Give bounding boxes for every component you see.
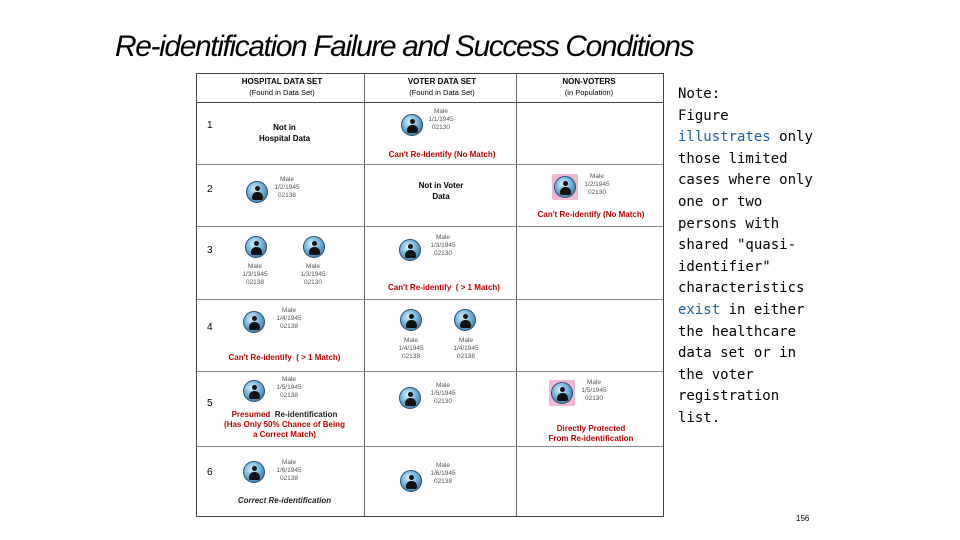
header-voter-sub: (Found in Data Set) — [409, 88, 475, 97]
person-info: Male 1/3/1945 02130 — [300, 263, 326, 286]
person-info: Male 1/5/1945 02138 — [276, 376, 302, 399]
person-icon — [243, 234, 269, 260]
person-icon — [452, 307, 478, 333]
header-nonvoter-sub: (in Population) — [564, 88, 614, 97]
person-info: Male 1/5/1945 02130 — [430, 382, 456, 405]
row-caption: Can't Re-identify (No Match) — [537, 210, 645, 219]
row-caption: Directly Protected From Re-identification — [548, 424, 634, 443]
person-info: Male 1/1/1945 02130 — [428, 108, 454, 131]
person-info: Male 1/3/1945 02130 — [430, 234, 456, 257]
header-nonvoter — [519, 76, 659, 98]
row-number: 1 — [207, 120, 213, 131]
row-divider — [197, 446, 663, 447]
header-nonvoter-title: NON-VOTERS — [562, 77, 616, 86]
person-icon — [398, 307, 424, 333]
row-caption: Presumed Re-identification (Has Only 50% Chance of Being a Correct Match) — [224, 410, 345, 439]
row-divider — [197, 299, 663, 300]
person-info: Male 1/3/1945 02138 — [242, 263, 268, 286]
row-caption: Correct Re-identification — [237, 496, 332, 505]
person-info: Male 1/4/1945 02138 — [276, 307, 302, 330]
header-hospital-title: HOSPITAL DATA SET — [241, 77, 323, 86]
row-number: 4 — [207, 322, 213, 333]
person-info: Male 1/4/1945 02138 — [398, 337, 424, 360]
row-caption: Can't Re-Identify (No Match) — [388, 150, 496, 159]
row-caption: Can't Re-identify ( > 1 Match) — [228, 353, 341, 362]
row-divider — [197, 164, 663, 165]
row-number: 5 — [207, 398, 213, 409]
person-icon — [241, 309, 267, 335]
person-icon — [241, 459, 267, 485]
header-hospital — [207, 76, 357, 98]
header-voter — [367, 76, 517, 98]
column-divider — [364, 74, 365, 516]
header-hospital-sub: (Found in Data Set) — [249, 88, 315, 97]
page-number: 156 — [796, 514, 810, 523]
header-divider — [197, 102, 663, 103]
person-icon — [301, 234, 327, 260]
person-info: Male 1/2/1945 02138 — [274, 176, 300, 199]
person-info: Male 1/4/1945 02138 — [453, 337, 479, 360]
person-icon — [241, 378, 267, 404]
row-divider — [197, 226, 663, 227]
person-icon — [398, 468, 424, 494]
person-info: Male 1/6/1945 02138 — [276, 459, 302, 482]
person-icon — [397, 385, 423, 411]
row-divider — [197, 371, 663, 372]
column-divider — [516, 74, 517, 516]
note-text — [678, 84, 828, 430]
reidentification-figure — [196, 73, 664, 517]
slide-title: Re-identification Failure and Success Conditions — [115, 30, 694, 63]
not-in-voter-text: Not in Voter Data — [418, 181, 464, 201]
person-icon — [549, 380, 575, 406]
row-number: 6 — [207, 467, 213, 478]
person-info: Male 1/5/1945 02130 — [581, 379, 607, 402]
not-in-hospital-text: Not in Hospital Data — [258, 123, 311, 143]
person-icon — [397, 237, 423, 263]
row-caption: Can't Re-identify ( > 1 Match) — [388, 283, 500, 292]
note-body: Figure illustrates only those limited cases where only one or two persons with shared "quasi-identifier" characteristics exist in either the healthcare data set or in the voter registration list. — [678, 107, 813, 426]
header-voter-title: VOTER DATA SET — [407, 77, 477, 86]
person-info: Male 1/6/1945 02138 — [430, 462, 456, 485]
person-info: Male 1/2/1945 02130 — [584, 173, 610, 196]
row-number: 2 — [207, 184, 213, 195]
person-icon — [552, 174, 578, 200]
row-number: 3 — [207, 245, 213, 256]
person-icon — [399, 112, 425, 138]
note-label: Note: — [678, 86, 721, 102]
